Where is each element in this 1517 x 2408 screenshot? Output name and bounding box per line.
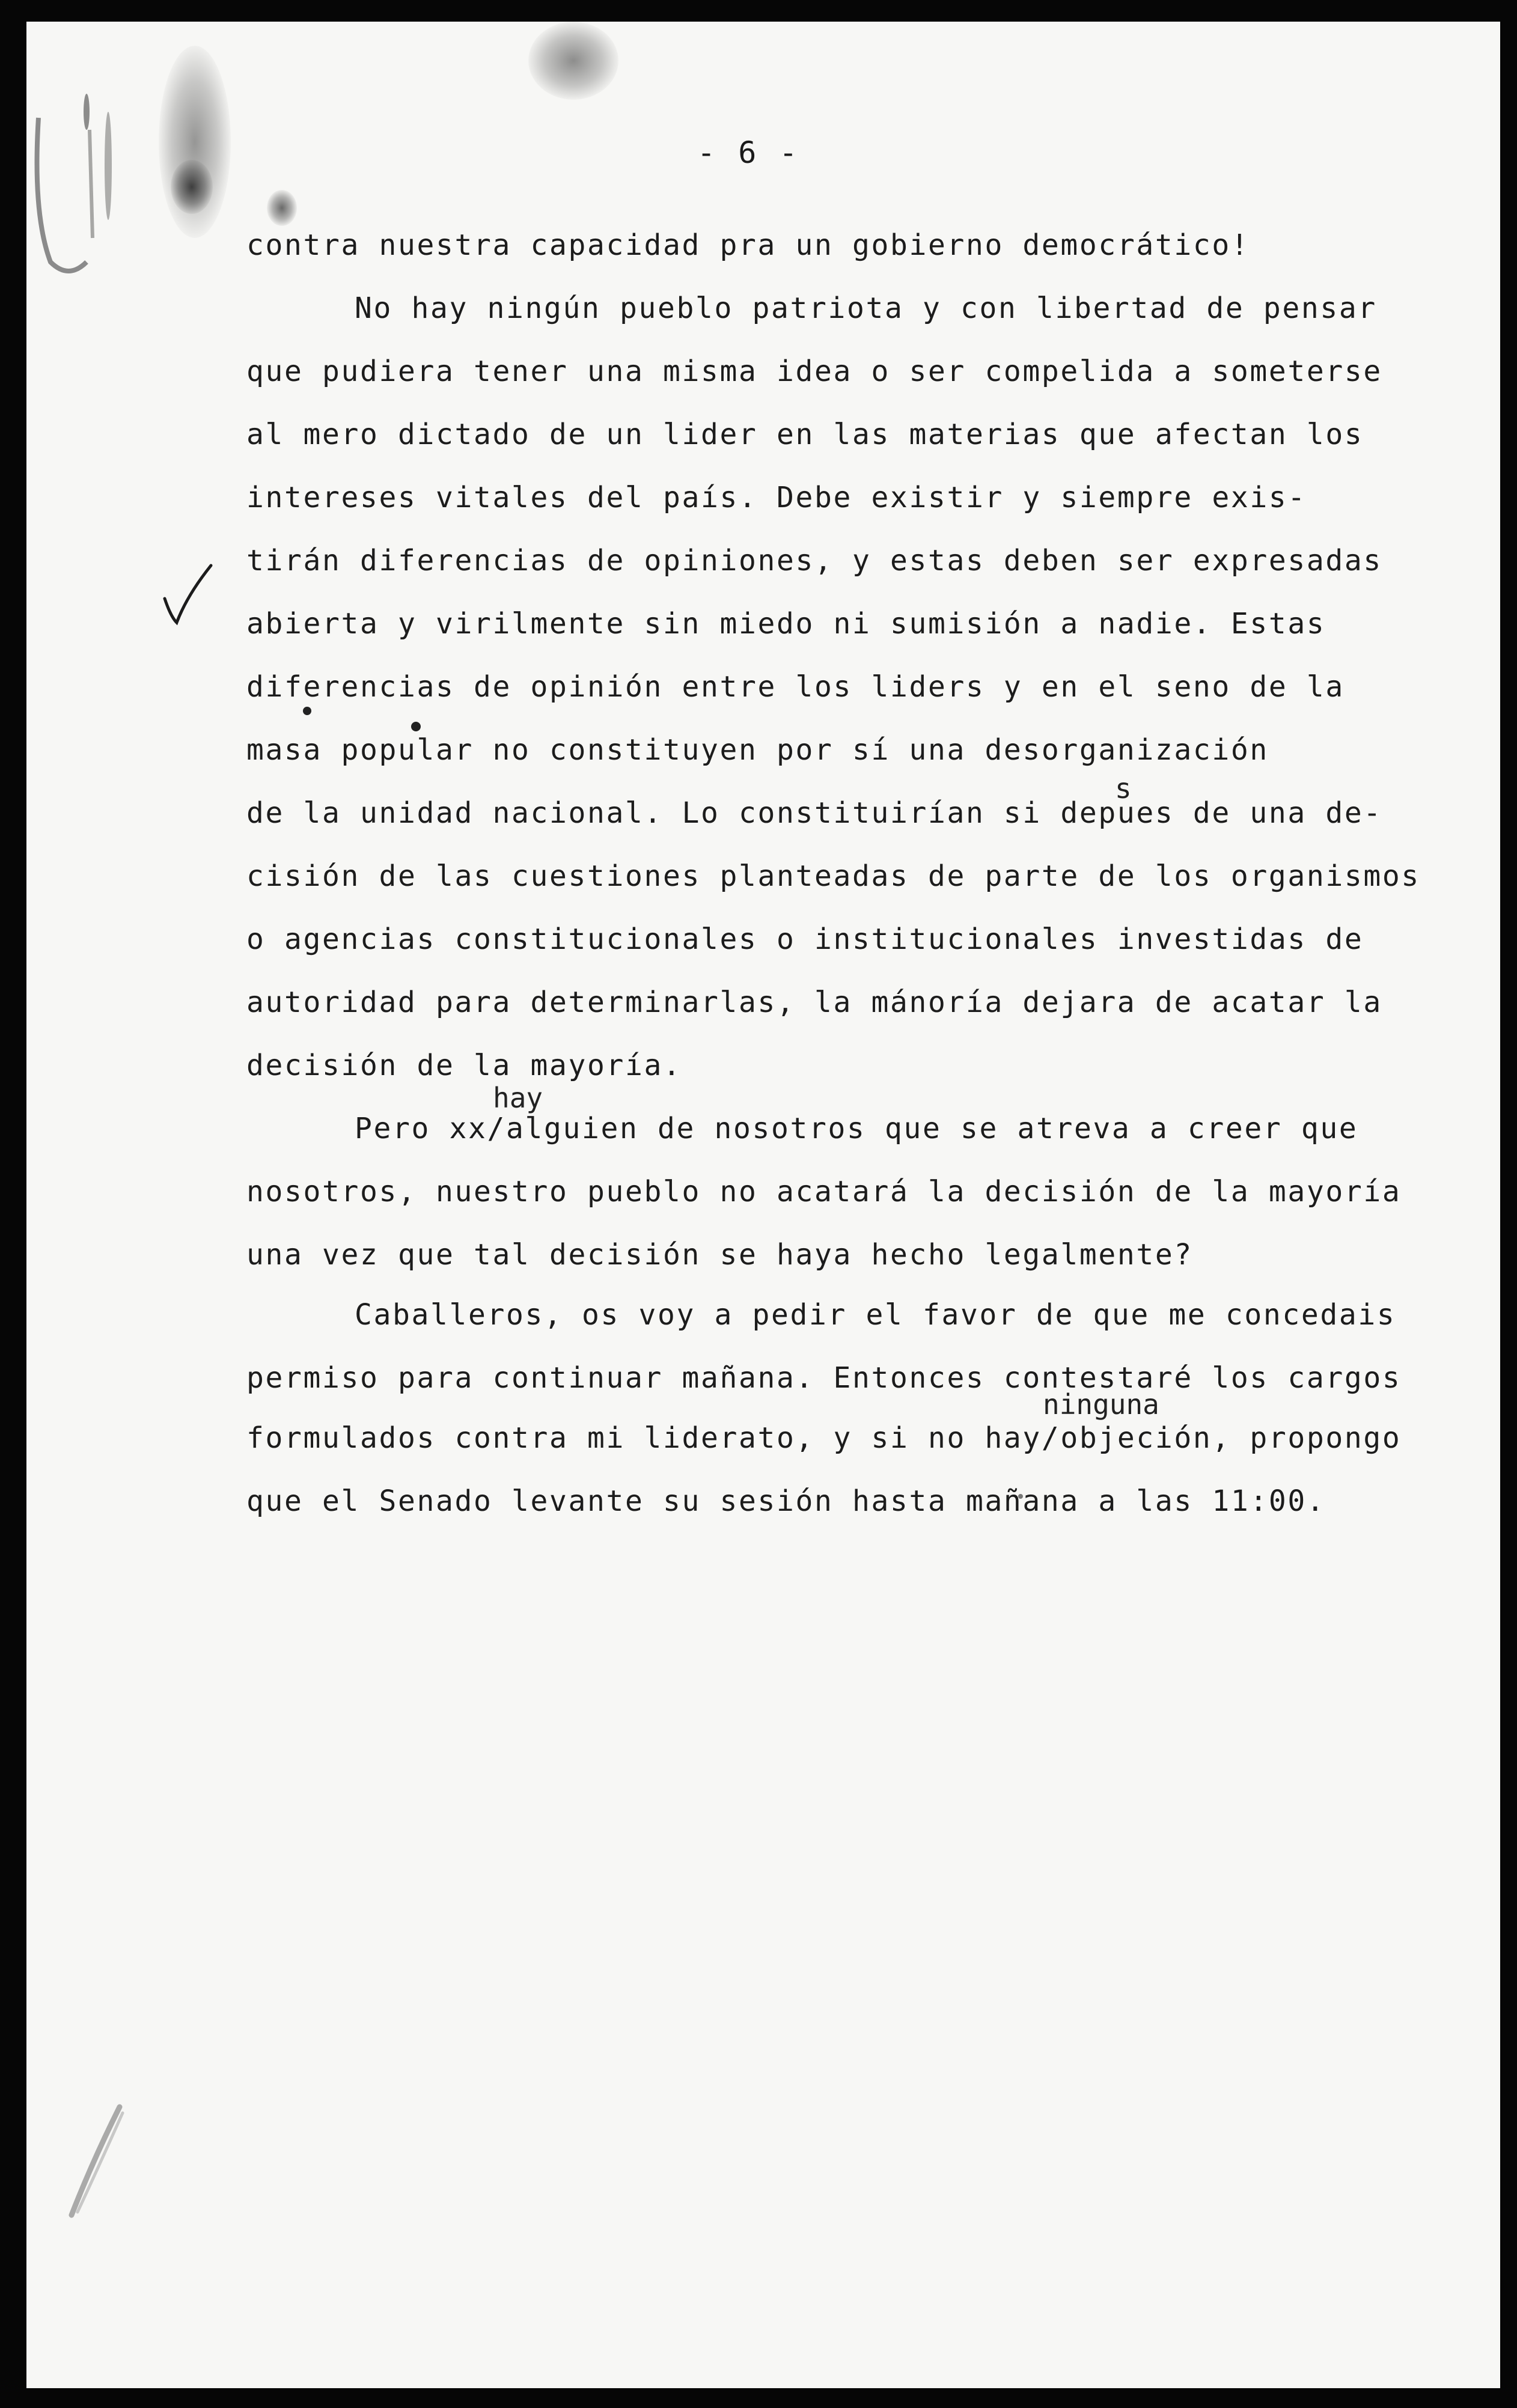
ink-smudge (171, 160, 213, 214)
text-line: nosotros, nuestro pueblo no acatará la decisión de la mayoría (246, 1175, 1402, 1209)
text-line: abierta y virilmente sin miedo ni sumisión a nadie. Estas (246, 607, 1326, 641)
text-line: decisión de la mayoría. (246, 1049, 682, 1082)
interlinear-insertion: hay (493, 1082, 543, 1114)
interlinear-insertion: ninguna (1043, 1388, 1159, 1421)
text-line: autoridad para determinarlas, la mánoría dejara de acatar la (246, 986, 1382, 1019)
text-line: permiso para continuar mañana. Entonces contestaré los cargos (246, 1361, 1402, 1395)
text-line: al mero dictado de un lider en las materias que afectan los (246, 418, 1364, 451)
page-number: - 6 - (697, 135, 800, 170)
binding-mark (26, 94, 111, 298)
text-line: No hay ningún pueblo patriota y con libertad de pensar (355, 291, 1377, 325)
text-line: que pudiera tener una misma idea o ser compelida a someterse (246, 355, 1382, 388)
text-line: tirán diferencias de opiniones, y estas deben ser expresadas (246, 544, 1382, 578)
ink-speck (411, 722, 421, 731)
text-line: una vez que tal decisión se haya hecho legalmente? (246, 1238, 1193, 1272)
check-mark-icon (160, 562, 214, 629)
text-line: de la unidad nacional. Lo constituirían si depues de una de- (246, 796, 1382, 830)
ink-smudge (267, 190, 297, 226)
interlinear-insertion: s (1115, 772, 1132, 805)
text-line: Caballeros, os voy a pedir el favor de que me concedais (355, 1298, 1396, 1332)
text-line: masa popular no constituyen por sí una desorganización (246, 733, 1269, 767)
text-line: formulados contra mi liderato, y si no hay/objeción, propongo (246, 1421, 1402, 1455)
text-line: cisión de las cuestiones planteadas de parte de los organismos (246, 859, 1420, 893)
text-line: que el Senado levante su sesión hasta mañana a las 11:00. (246, 1484, 1326, 1518)
text-line: Pero xx/alguien de nosotros que se atreva a creer que (355, 1112, 1358, 1145)
text-line: diferencias de opinión entre los liders y en el seno de la (246, 670, 1345, 704)
text-line: intereses vitales del país. Debe existir y siempre exis- (246, 481, 1307, 514)
text-line: contra nuestra capacidad pra un gobierno democrático! (246, 228, 1250, 262)
text-line: o agencias constitucionales o institucionales investidas de (246, 922, 1364, 956)
pencil-stroke-mark (63, 2101, 129, 2221)
ink-smudge (528, 22, 618, 100)
ink-speck (303, 707, 311, 715)
